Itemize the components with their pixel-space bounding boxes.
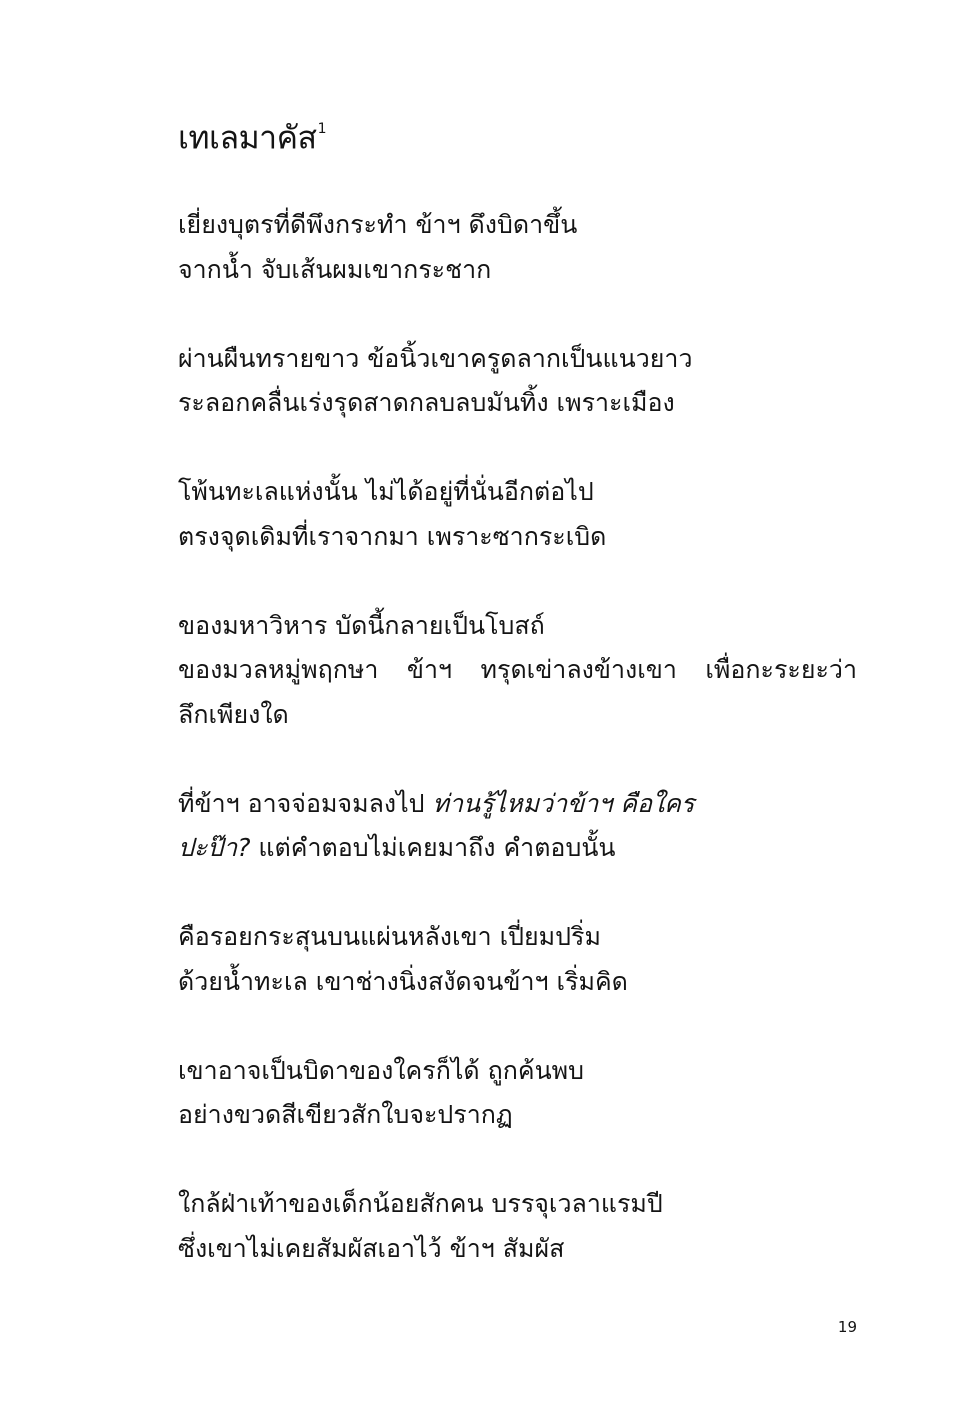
stanza-2 [178,337,857,426]
poem-line: อย่างขวดสีเขียวสักใบจะปรากฏ [178,1100,513,1129]
poem-title [178,111,326,160]
stanza-4 [178,604,857,738]
poem-body [178,203,857,1316]
poem-title-text: เทเลมาคัส [178,118,317,157]
poem-line: ผ่านผืนทรายขาว ข้อนิ้วเขาครูดลากเป็นแนวยาว [178,343,693,373]
poem-line [178,782,857,827]
poem-line: ซึ่งเขาไม่เคยสัมผัสเอาไว้ ข้าฯ สัมผัส [178,1233,565,1263]
stanza-8 [178,1182,857,1271]
italic-segment: ท่านรู้ไหมว่าข้าฯ คือใคร [432,788,695,818]
stanza-1 [178,203,857,292]
poem-line: ของมหาวิหาร บัดนี้กลายเป็นโบสถ์ [178,610,545,640]
poem-line: ด้วยน้ำทะเล เขาช่างนิ่งสงัดจนข้าฯ เริ่มคิด [178,966,628,996]
poem-line: ตรงจุดเดิมที่เราจากมา เพราะซากระเบิด [178,521,607,551]
stanza-3 [178,470,857,559]
poem-line [178,826,857,871]
line-segment: ที่ข้าฯ อาจจ่อมจมลงไป [178,788,433,818]
poem-line: ใกล้ฝ่าเท้าของเด็กน้อยสักคน บรรจุเวลาแรมปี [178,1189,663,1218]
poem-line: ของมวลหมู่พฤกษา ข้าฯ ทรุดเข่าลงข้างเขา เพื่อกะระยะว่า [178,655,857,684]
stanza-6 [178,915,857,1004]
stanza-5 [178,782,857,871]
stanza-7 [178,1049,857,1138]
poem-line: คือรอยกระสุนบนแผ่นหลังเขา เปี่ยมปริ่ม [178,922,601,951]
poem-line: เขาอาจเป็นบิดาของใครก็ได้ ถูกค้นพบ [178,1055,585,1085]
poem-line: ลึกเพียงใด [178,699,289,729]
poem-line: ระลอกคลื่นเร่งรุดสาดกลบลบมันทิ้ง เพราะเมือง [178,388,675,417]
poem-line: เยี่ยงบุตรที่ดีพึงกระทำ ข้าฯ ดึงบิดาขึ้น [178,210,578,239]
footnote-marker: 1 [317,121,326,137]
italic-segment: ปะป๊า? [178,833,251,862]
poem-line: โพ้นทะเลแห่งนั้น ไม่ได้อยู่ที่นั่นอีกต่อไป [178,477,594,506]
page-number: 19 [837,1318,857,1336]
line-segment: แต่คำตอบไม่เคยมาถึง คำตอบนั้น [250,833,616,862]
poem-line: จากน้ำ จับเส้นผมเขากระชาก [178,254,492,284]
